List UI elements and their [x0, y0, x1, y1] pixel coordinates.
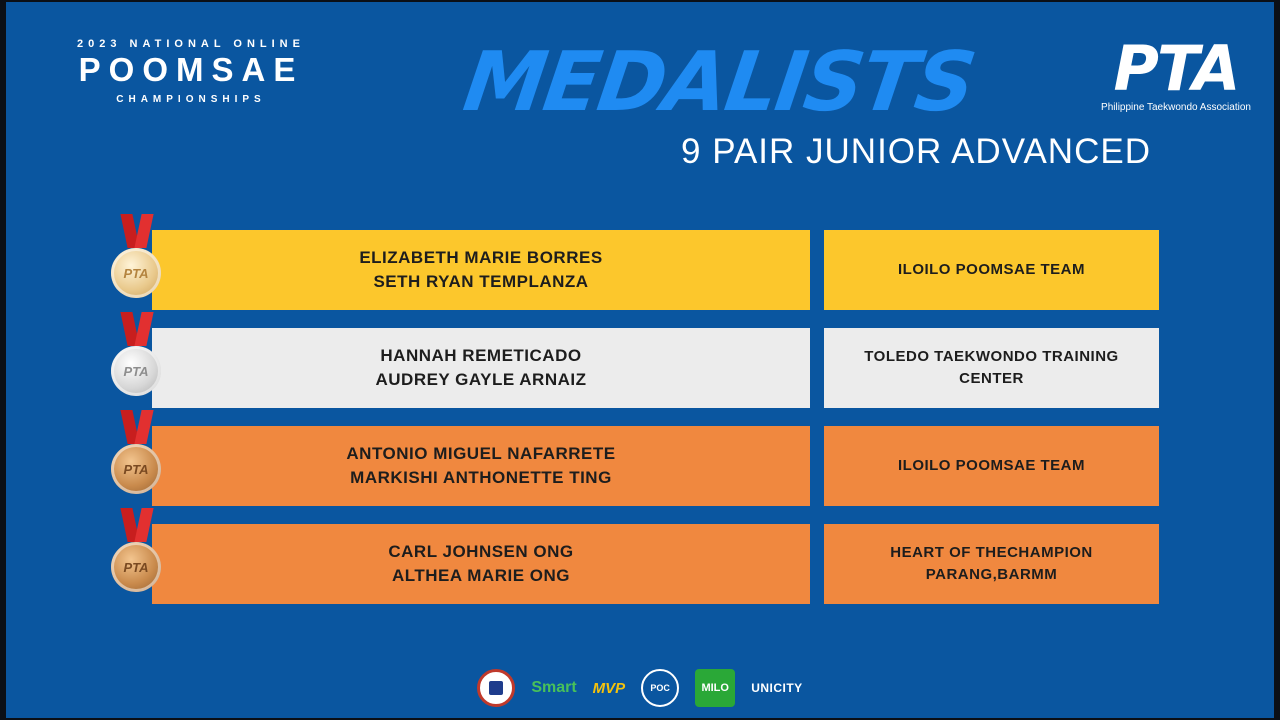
pta-logo	[1086, 32, 1266, 113]
smart-logo: Smart	[531, 679, 577, 696]
silver-medal-icon	[110, 312, 166, 408]
medal-disc: PTA	[111, 444, 161, 494]
team-name: ILOILO POOMSAE TEAM	[897, 457, 1085, 474]
medal-disc: PTA	[111, 346, 161, 396]
athlete-name: SETH RYAN TEMPLANZA	[373, 272, 589, 291]
screen-frame	[6, 2, 1274, 718]
team-name-box	[824, 230, 1159, 310]
category-subtitle: 9 PAIR JUNIOR ADVANCED	[681, 132, 1151, 171]
medal-disc: PTA	[111, 542, 161, 592]
event-logo-top: 2023 NATIONAL ONLINE	[77, 38, 305, 50]
athlete-names-box	[152, 524, 810, 604]
athlete-name: CARL JOHNSEN ONG	[388, 542, 574, 561]
athlete-name: ELIZABETH MARIE BORRES	[359, 248, 603, 267]
team-name-box	[824, 426, 1159, 506]
medalist-row	[6, 230, 1274, 310]
bronze-medal-icon	[110, 410, 166, 506]
athlete-name: ALTHEA MARIE ONG	[392, 566, 570, 585]
athlete-names-box	[152, 328, 810, 408]
athlete-name: AUDREY GAYLE ARNAIZ	[375, 370, 587, 389]
team-name: TOLEDO TAEKWONDO TRAINING	[864, 348, 1119, 365]
milo-logo: MILO	[695, 669, 735, 707]
athlete-name: ANTONIO MIGUEL NAFARRETE	[346, 444, 616, 463]
athlete-names-box	[152, 426, 810, 506]
gold-medal-icon	[110, 214, 166, 310]
team-name: ILOILO POOMSAE TEAM	[897, 261, 1085, 278]
poc-logo: POC	[641, 669, 679, 707]
medalist-row	[6, 426, 1274, 506]
event-logo	[26, 38, 356, 105]
athlete-names-box	[152, 230, 810, 310]
bronze-medal-icon	[110, 508, 166, 604]
athlete-name: MARKISHI ANTHONETTE TING	[350, 468, 612, 487]
team-name-box	[824, 524, 1159, 604]
team-name-box	[824, 328, 1159, 408]
medal-disc: PTA	[111, 248, 161, 298]
psc-logo-icon	[477, 669, 515, 707]
event-logo-main: POOMSAE	[78, 51, 304, 88]
medalist-row	[6, 524, 1274, 604]
page-title: MEDALISTS	[458, 34, 980, 130]
pta-logo-mark: PTA	[1113, 32, 1239, 105]
mvp-logo: MVP	[592, 679, 626, 697]
sponsor-bar	[6, 664, 1274, 712]
event-logo-sub: CHAMPIONSHIPS	[116, 94, 266, 106]
team-name: CENTER	[959, 370, 1024, 387]
unicity-logo: UNICITY	[751, 681, 803, 695]
team-name: PARANG,BARMM	[925, 566, 1058, 583]
pta-logo-name: Philippine Taekwondo Association	[1101, 102, 1251, 113]
medalist-row	[6, 328, 1274, 408]
athlete-name: HANNAH REMETICADO	[380, 346, 582, 365]
team-name: HEART OF THECHAMPION	[890, 544, 1093, 561]
